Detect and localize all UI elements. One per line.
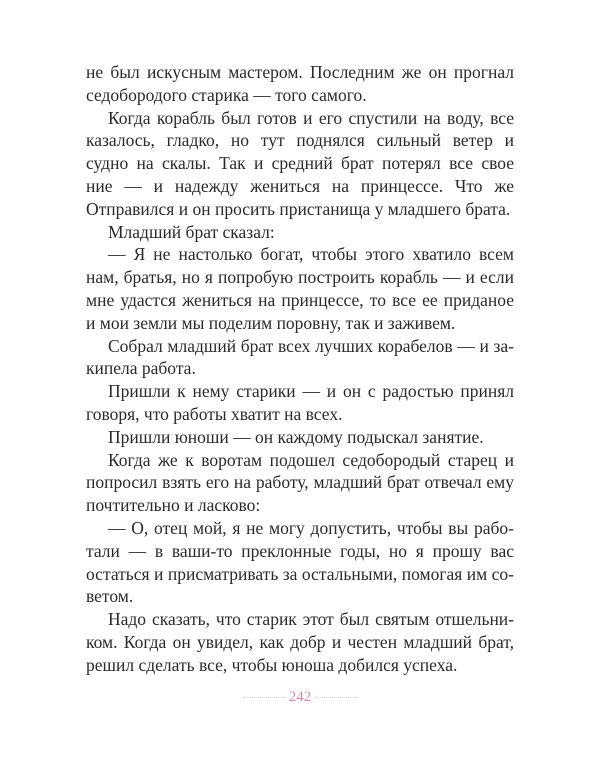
text-line: — О, отец мой, я не могу допустить, чтобы вы рабо-	[108, 517, 514, 538]
text-line: не был искусным мастером. Последним же он прогнал	[86, 62, 514, 82]
text-line: судно на скалы. Так и средний брат потерял все свое	[86, 153, 514, 174]
body-text	[86, 61, 514, 677]
text-line: Отправился и он просить пристанища у младшего брата.	[86, 198, 511, 219]
text-line: решил сделать все, чтобы юноша добился успеха.	[86, 654, 458, 675]
text-line: Собрал младший брат всех лучших корабелов — и за-	[108, 335, 514, 356]
text-line: Когда же к воротам подошел седобородый старец и	[108, 449, 514, 470]
page-number: 242	[288, 689, 312, 705]
text-line: тали — в ваши-то преклонные годы, но я прошу вас	[86, 540, 514, 561]
text-line: Надо сказать, что старик этот был святым отшельни-	[108, 609, 514, 630]
text-line: Когда корабль был готов и его спустили на воду, все	[108, 107, 514, 128]
page-footer	[0, 689, 600, 706]
text-line: ние — и надежду жениться на принцессе. Что же	[86, 175, 514, 196]
text-line: — Я не настолько богат, чтобы этого хватило всем	[108, 244, 514, 265]
text-line: говоря, что работы хватит на всех.	[86, 403, 343, 424]
text-line: кипела работа.	[86, 358, 196, 379]
text-line: почтительно и ласково:	[86, 495, 261, 516]
text-line: и мои земли мы поделим поровну, так и заживем.	[86, 312, 456, 333]
text-line: ветом.	[86, 586, 134, 607]
text-line: Младший брат сказал:	[108, 221, 275, 242]
text-line: мне удастся жениться на принцессе, то все ее приданое	[86, 289, 514, 310]
ornament-left	[243, 697, 285, 698]
text-line: остаться и присматривать за остальными, помогая им со-	[86, 563, 514, 584]
text-line: Пришли юноши — он каждому подыскал занятие.	[108, 426, 484, 447]
text-line: Пришли к нему старики — и он с радостью принял	[108, 381, 514, 402]
text-line: седобородого старика — того самого.	[86, 84, 367, 105]
text-line: ком. Когда он увидел, как добр и честен младший брат,	[86, 631, 514, 652]
text-line: попросил взять его на работу, младший брат отвечал ему	[86, 472, 514, 493]
ornament-right	[315, 697, 357, 698]
text-line: нам, братья, но я попробую построить корабль — и если	[86, 267, 514, 288]
text-line: казалось, гладко, но тут поднялся сильный ветер и	[86, 130, 514, 151]
